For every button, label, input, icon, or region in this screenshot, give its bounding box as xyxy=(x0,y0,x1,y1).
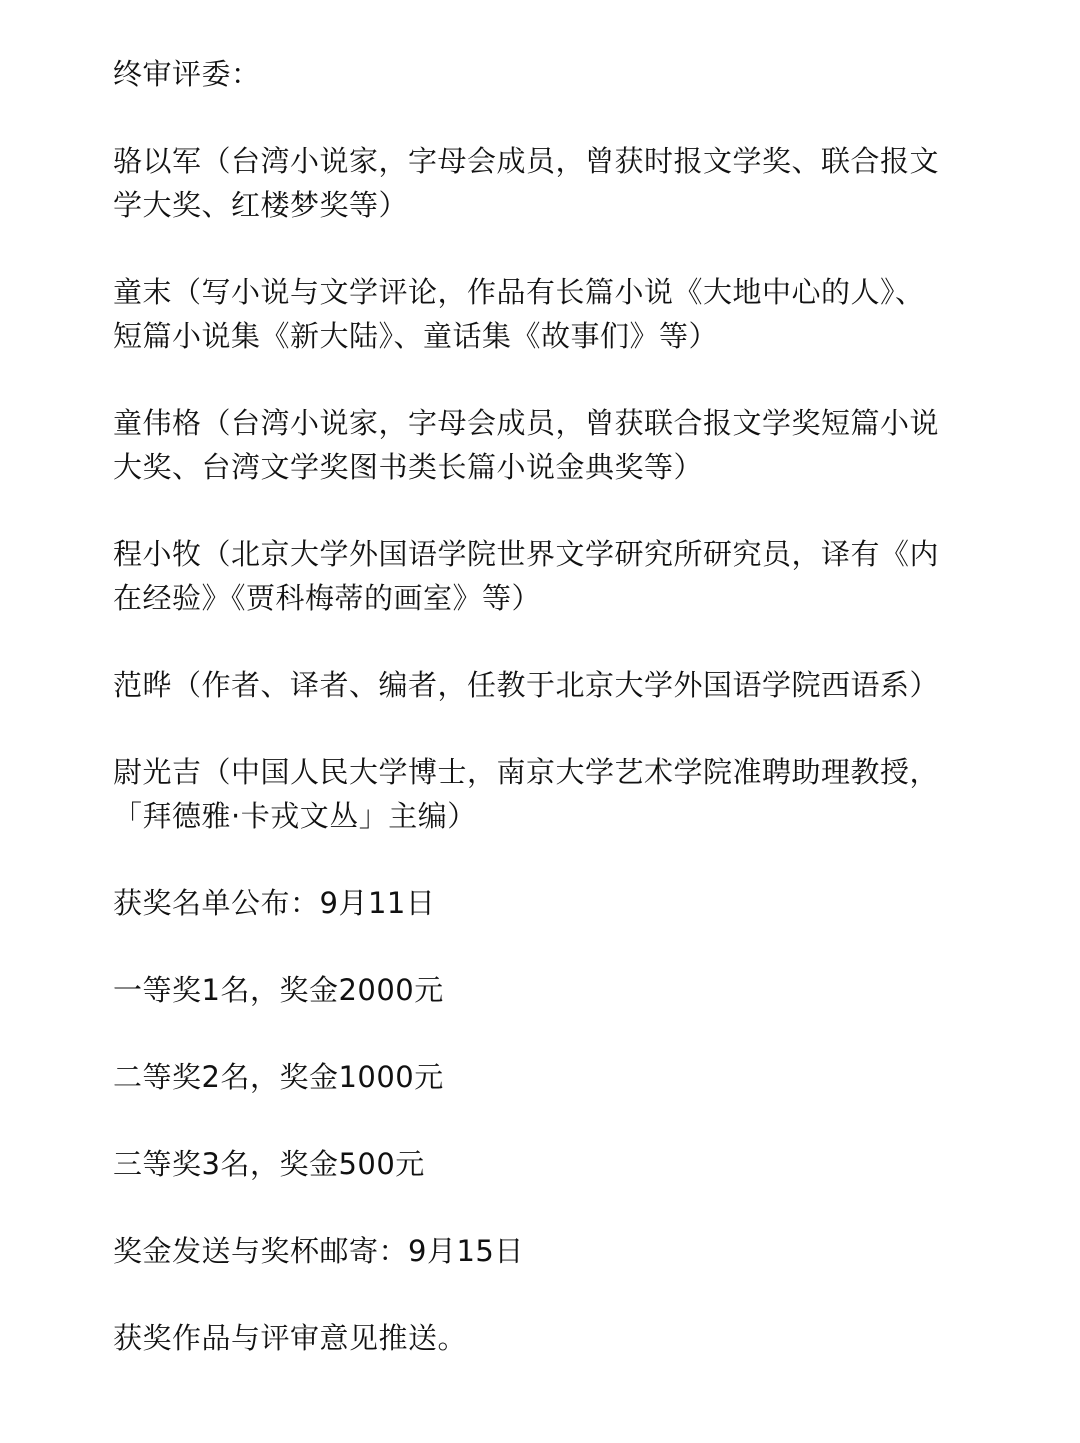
judge-entry-line: 童末（写小说与文学评论，作品有长篇小说《大地中心的人》、 xyxy=(113,275,925,309)
judge-entry-wei-guangji xyxy=(113,750,993,838)
judge-entry-tong-mo xyxy=(113,270,993,358)
third-prize: 三等奖3名，奖金500元 xyxy=(113,1147,425,1181)
judge-entry-line: 程小牧（北京大学外国语学院世界文学研究所研究员，译有《内 xyxy=(113,537,940,571)
prize-delivery-date: 奖金发送与奖杯邮寄：9月15日 xyxy=(113,1234,524,1268)
closing-note: 获奖作品与评审意见推送。 xyxy=(113,1321,468,1355)
judge-entry-line: 在经验》《贾科梅蒂的画室》等） xyxy=(113,581,542,615)
winners-announcement-date: 获奖名单公布：9月11日 xyxy=(113,886,436,920)
first-prize: 一等奖1名，奖金2000元 xyxy=(113,973,444,1007)
judge-entry-line: 骆以军（台湾小说家，字母会成员，曾获时报文学奖、联合报文 xyxy=(113,144,940,178)
judge-entry-line: 学大奖、红楼梦奖等） xyxy=(113,188,409,222)
judge-entry-line: 尉光吉（中国人民大学博士，南京大学艺术学院准聘助理教授， xyxy=(113,755,940,789)
judge-entry-line: 童伟格（台湾小说家，字母会成员，曾获联合报文学奖短篇小说 xyxy=(113,406,940,440)
judge-entry-line: 短篇小说集《新大陆》、童话集《故事们》等） xyxy=(113,319,719,353)
judge-entry-line: 范晔（作者、译者、编者，任教于北京大学外国语学院西语系） xyxy=(113,668,940,702)
judge-entry-line: 「拜德雅·卡戎文丛」主编） xyxy=(113,799,477,833)
second-prize: 二等奖2名，奖金1000元 xyxy=(113,1060,444,1094)
judge-entry-line: 大奖、台湾文学奖图书类长篇小说金典奖等） xyxy=(113,450,704,484)
judge-entry-luo-yijun xyxy=(113,139,993,227)
document-body xyxy=(113,52,993,1360)
judge-entry-fan-ye xyxy=(113,663,993,707)
judge-entry-cheng-xiaomu xyxy=(113,532,993,620)
judges-heading: 终审评委： xyxy=(113,57,261,91)
judge-entry-tong-weige xyxy=(113,401,993,489)
